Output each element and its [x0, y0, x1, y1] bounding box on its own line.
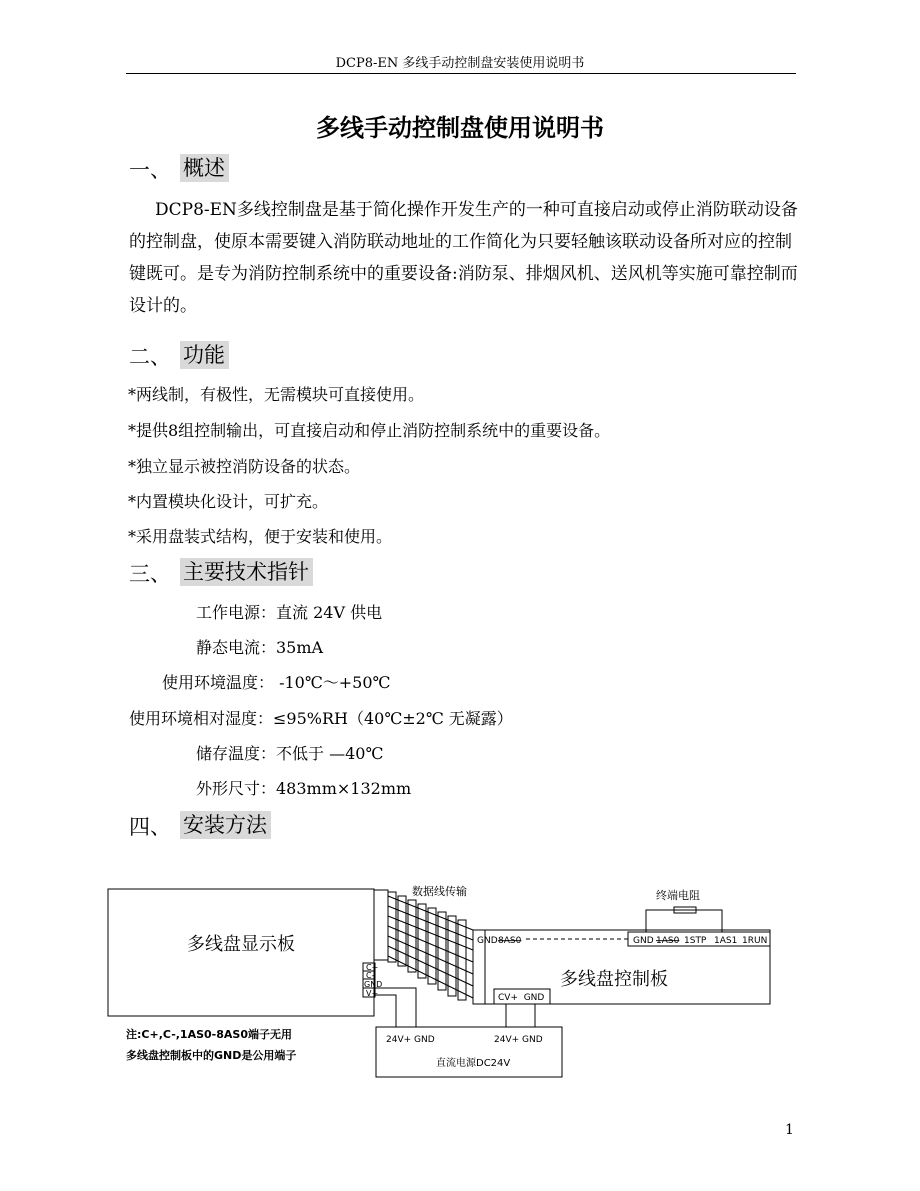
power-supply-label: 直流电源DC24V — [436, 1058, 511, 1069]
strip-label: 1STP — [684, 936, 707, 946]
header-rule — [126, 73, 796, 74]
terminal-label: GND — [364, 980, 383, 989]
section-4-title: 安装方法 — [180, 811, 271, 839]
strip-label: 1RUN — [742, 936, 768, 946]
strip-label: GND — [633, 936, 654, 946]
terminal-resistor-label: 终端电阻 — [656, 889, 700, 902]
terminal-label: C+ — [366, 963, 379, 972]
feature-item: *两线制，有极性，无需模块可直接使用。 — [128, 385, 425, 404]
section-4-number: 四、 — [129, 815, 171, 839]
terminal-label: C- — [366, 971, 375, 980]
display-ribbon-connector — [374, 890, 388, 960]
feature-item: *提供8组控制输出，可直接启动和停止消防控制系统中的重要设备。 — [128, 421, 611, 440]
page-header: DCP8-EN 多线手动控制盘安装使用说明书 — [335, 56, 585, 71]
page-number: 1 — [785, 1122, 794, 1138]
psu-terminal-left: 24V+ GND — [386, 1035, 435, 1045]
wiring-diagram — [0, 870, 920, 1090]
spec-dimensions: 外形尺寸：483mm×132mm — [196, 779, 412, 798]
strip-label: 1AS1 — [714, 936, 738, 946]
cv-gnd-label: CV+ GND — [498, 993, 545, 1003]
spec-storage: 储存温度：不低于 —40℃ — [196, 744, 384, 763]
spec-temperature: 使用环境温度： -10℃～+50℃ — [162, 673, 391, 692]
strip-label: 1AS0 — [656, 936, 680, 946]
psu-terminal-right: 24V+ GND — [494, 1035, 543, 1045]
note-line-2: 多线盘控制板中的GND是公用端子 — [126, 1049, 297, 1062]
section-2-title: 功能 — [180, 341, 229, 369]
note-line-1: 注:C+,C-,1AS0-8AS0端子无用 — [126, 1028, 292, 1041]
section-3-title: 主要技术指针 — [180, 558, 313, 586]
overview-text: DCP8-EN多线控制盘是基于简化操作开发生产的一种可直接启动或停止消防联动设备的控制盘，使原本需要键入消防联动地址的工作简化为只要轻触该联动设备所对应的控制键既可。是专为消防控制系统中的重要设备:消防泵、排烟风机、送风机等实施可靠控制而设计的。 — [129, 200, 798, 316]
overview-paragraph — [129, 194, 799, 322]
as8-label: 8AS0 — [498, 936, 522, 946]
control-board-label: 多线盘控制板 — [560, 969, 668, 990]
display-board-label: 多线盘显示板 — [187, 934, 295, 955]
feature-item: *独立显示被控消防设备的状态。 — [128, 457, 361, 476]
data-line-label: 数据线传输 — [412, 885, 467, 898]
section-1-number: 一、 — [129, 158, 171, 182]
spec-current: 静态电流：35mA — [196, 638, 324, 657]
document-title: 多线手动控制盘使用说明书 — [316, 114, 604, 142]
section-2-number: 二、 — [129, 345, 171, 369]
spec-power: 工作电源：直流 24V 供电 — [196, 603, 383, 622]
section-3-number: 三、 — [129, 562, 171, 586]
section-1-title: 概述 — [180, 154, 229, 182]
feature-item: *采用盘装式结构，便于安装和使用。 — [128, 527, 393, 546]
spec-humidity: 使用环境相对湿度：≤95%RH（40℃±2℃ 无凝露） — [129, 709, 513, 728]
terminal-label: V+ — [366, 989, 379, 998]
feature-item: *内置模块化设计，可扩充。 — [128, 492, 329, 511]
gnd-label: GND — [477, 936, 498, 946]
